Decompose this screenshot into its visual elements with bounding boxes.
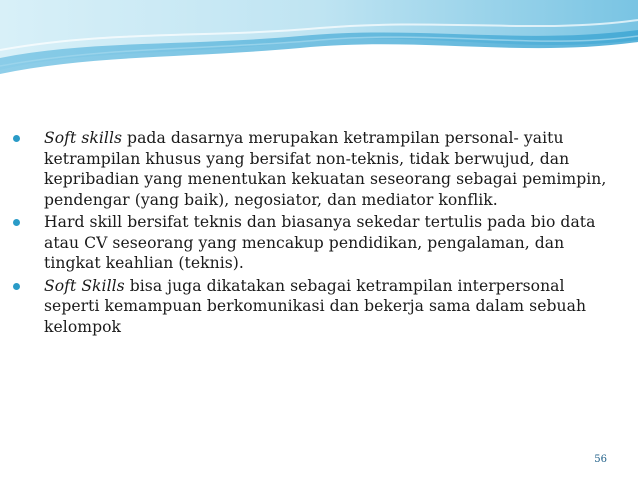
header-wave-decoration (0, 0, 638, 100)
bullet-text (44, 276, 612, 338)
round-bullet-icon (13, 283, 20, 290)
bullet-item-hard-skill (12, 212, 612, 274)
bullet-body: bisa juga dikatakan sebagai ketrampilan interpersonal seperti kemampuan berkomunikasi dan bekerja sama dalam sebuah kelompok (44, 276, 587, 336)
bullet-text (44, 128, 612, 210)
page-number: 56 (594, 454, 607, 465)
bullet-item-soft-skills (12, 128, 612, 210)
term-soft-skills: Soft Skills (44, 276, 125, 295)
bullet-list (12, 128, 612, 339)
term-soft-skills: Soft skills (44, 129, 123, 147)
bullet-item-soft-skills-interpersonal (12, 276, 612, 338)
round-bullet-icon (13, 219, 20, 226)
bullet-body: pada dasarnya merupakan ketrampilan personal- yaitu ketrampilan khusus yang bersifat non-teknis, tidak berwujud, dan kepribadian yang menentukan kekuatan seseorang sebagai pemimpin, pendengar (yang baik), negosiator, dan mediator konflik. (44, 129, 607, 209)
round-bullet-icon (13, 135, 20, 142)
bullet-text: Hard skill bersifat teknis dan biasanya sekedar tertulis pada bio data atau CV seseorang yang mencakup pendidikan, pengalaman, dan tingkat keahlian (teknis). (44, 213, 596, 272)
